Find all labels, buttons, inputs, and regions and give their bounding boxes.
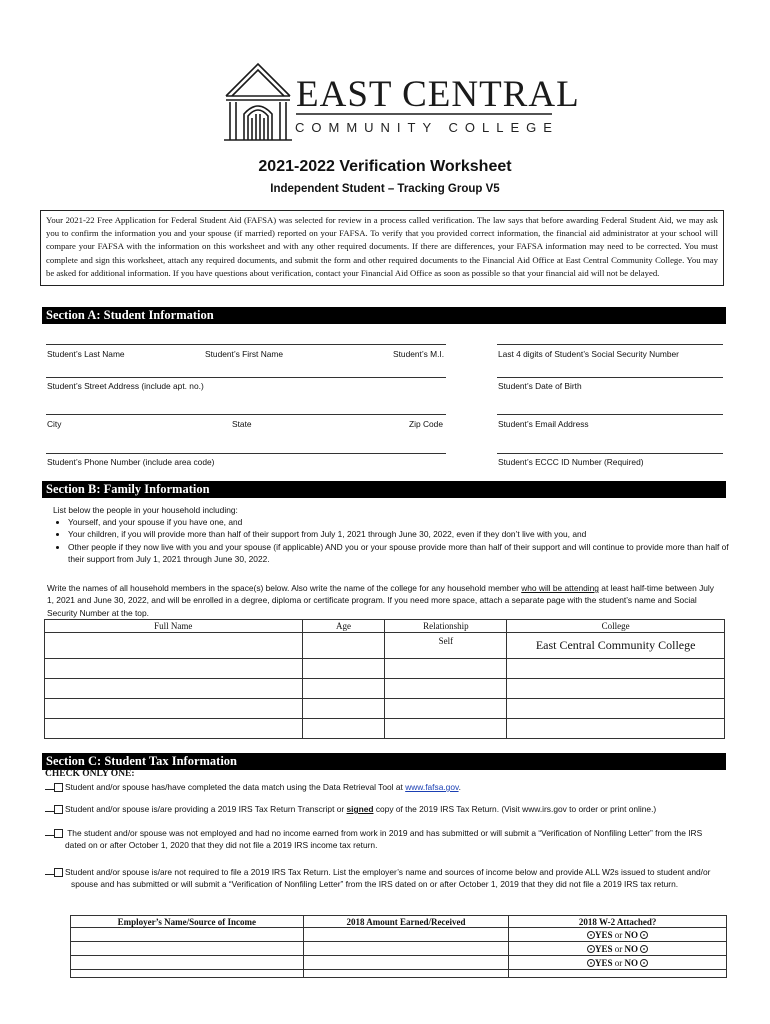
table-row — [71, 970, 727, 978]
logo-wordmark: EAST CENTRAL — [296, 74, 580, 115]
table-row — [45, 659, 725, 679]
table-row — [71, 928, 727, 942]
cell-relationship[interactable]: Self — [385, 633, 507, 659]
state-label: State — [232, 419, 252, 429]
header-full-name: Full Name — [45, 620, 303, 633]
logo-subtitle: COMMUNITY COLLEGE — [295, 120, 559, 135]
tax-option-transcript: Student and/or spouse is/are providing a 2019 IRS Tax Return Transcript or signed copy of the 2019 IRS Tax Return. (Visit www.irs.gov to order or print online.) — [45, 803, 725, 815]
household-table — [44, 619, 725, 739]
address-label: Student’s Street Address (include apt. no.) — [47, 381, 204, 391]
cell-college[interactable]: East Central Community College — [507, 633, 725, 659]
city-state-zip-line[interactable] — [46, 414, 446, 415]
cell-name[interactable] — [45, 633, 303, 659]
header-college: College — [507, 620, 725, 633]
header-age: Age — [302, 620, 385, 633]
table-row — [45, 633, 725, 659]
table-row — [71, 942, 727, 956]
page-title: 2021-2022 Verification Worksheet — [258, 158, 512, 175]
table-header-row — [45, 620, 725, 633]
table-row — [45, 699, 725, 719]
city-label: City — [47, 419, 62, 429]
no-radio[interactable] — [640, 959, 648, 967]
cell-age[interactable] — [302, 633, 385, 659]
header-employer: Employer’s Name/Source of Income — [71, 916, 304, 928]
table-header-row — [71, 916, 727, 928]
list-item: • Your children, if you will provide more than half of their support from July 1, 2021 through June 30, 2022, even if they don’t live with you, and — [68, 528, 738, 540]
header-amount: 2018 Amount Earned/Received — [303, 916, 509, 928]
ssn-line[interactable] — [497, 344, 723, 345]
header-relationship: Relationship — [385, 620, 507, 633]
mi-label: Student’s M.I. — [393, 349, 445, 359]
page-subtitle: Independent Student – Tracking Group V5 — [270, 183, 500, 195]
first-name-label: Student’s First Name — [205, 349, 284, 359]
ecccid-line[interactable] — [497, 453, 723, 454]
tax-option-not-required: Student and/or spouse is/are not required to file a 2019 IRS Tax Return. List the employer’s name and sources of income below and provide ALL W2s issued to student and/or spouse and has submitted or will submit a “Verification of Nonfiling Letter” from the IRS dated on or after October 1, 2019 that they did not file a 2019 IRS tax return. — [45, 866, 720, 891]
w2-yes-no: YES or NO — [509, 956, 727, 970]
phone-label: Student’s Phone Number (include area code) — [47, 457, 215, 467]
last-name-label: Student’s Last Name — [47, 349, 125, 359]
email-label: Student’s Email Address — [498, 419, 589, 429]
section-b-header: Section B: Family Information — [42, 481, 726, 498]
phone-line[interactable] — [46, 453, 446, 454]
checkbox[interactable] — [54, 868, 63, 877]
household-instructions: Write the names of all household members in the space(s) below. Also write the name of the college for any household member who will be attending at least half-time between July 1, 2021 and June 30, 2022, and will be enrolled in a degree, diploma or certificate program. If you need more space, attach a separate page with the student’s name and Social Security Number at the top. — [47, 583, 714, 618]
checkbox[interactable] — [54, 783, 63, 792]
checkbox[interactable] — [54, 805, 63, 814]
list-item: • Yourself, and your spouse if you have one, and — [68, 516, 738, 528]
yes-radio[interactable] — [587, 931, 595, 939]
list-item: • Other people if they now live with you and your spouse (if applicable) AND you or your spouse provide more than half of their support and will continue to provide more than half of their support from July 1, 2021 through June 30, 2022. — [68, 541, 738, 566]
header-w2: 2018 W-2 Attached? — [509, 916, 727, 928]
dob-line[interactable] — [497, 377, 723, 378]
dob-label: Student’s Date of Birth — [498, 381, 582, 391]
ssn-label: Last 4 digits of Student’s Social Security Number — [498, 349, 679, 359]
household-list — [44, 510, 738, 566]
table-row — [45, 719, 725, 739]
income-table — [70, 915, 727, 978]
section-c-header: Section C: Student Tax Information — [42, 753, 726, 770]
household-intro: List below the people in your household including: — [53, 505, 238, 515]
ecccid-label: Student’s ECCC ID Number (Required) — [498, 457, 644, 467]
email-line[interactable] — [497, 414, 723, 415]
checkbox[interactable] — [54, 829, 63, 838]
zip-label: Zip Code — [409, 419, 443, 429]
tax-option-drt: Student and/or spouse has/have completed the data match using the Data Retrieval Tool at www.fafsa.gov. — [45, 781, 725, 793]
table-row — [71, 956, 727, 970]
yes-radio[interactable] — [587, 959, 595, 967]
no-radio[interactable] — [640, 931, 648, 939]
address-line[interactable] — [46, 377, 446, 378]
tax-option-not-employed: The student and/or spouse was not employed and had no income earned from work in 2019 and has submitted or will submit a “Verification of Nonfiling Letter” from the IRS dated on or after October 1, 2020 that they did not file a 2019 IRS income tax return. — [45, 827, 720, 852]
table-row — [45, 679, 725, 699]
name-line[interactable] — [46, 344, 446, 345]
intro-paragraph: Your 2021-22 Free Application for Federal Student Aid (FAFSA) was selected for review in a process called verification. The law says that before awarding Federal Student Aid, we may ask you to confirm the information you and your spouse (if married) reported on your FAFSA. To verify that you provided correct information, the financial aid administrator at your school will compare your FAFSA with the information on this worksheet and with any other required documents. If there are differences, your FAFSA information may need to be corrected. You must complete and sign this worksheet, attach any required documents, and submit the form and other required documents to the Financial Aid Office at East Central Community College. You may be asked for additional information. If you have questions about verification, contact your Financial Aid Office as soon as possible so that your financial aid will not be delayed. — [40, 210, 724, 286]
yes-radio[interactable] — [587, 945, 595, 953]
w2-yes-no: YES or NO — [509, 928, 727, 942]
w2-yes-no: YES or NO — [509, 942, 727, 956]
check-only-one-label: CHECK ONLY ONE: — [45, 769, 135, 779]
section-a-header: Section A: Student Information — [42, 307, 726, 324]
fafsa-link[interactable]: www.fafsa.gov — [405, 782, 459, 792]
no-radio[interactable] — [640, 945, 648, 953]
